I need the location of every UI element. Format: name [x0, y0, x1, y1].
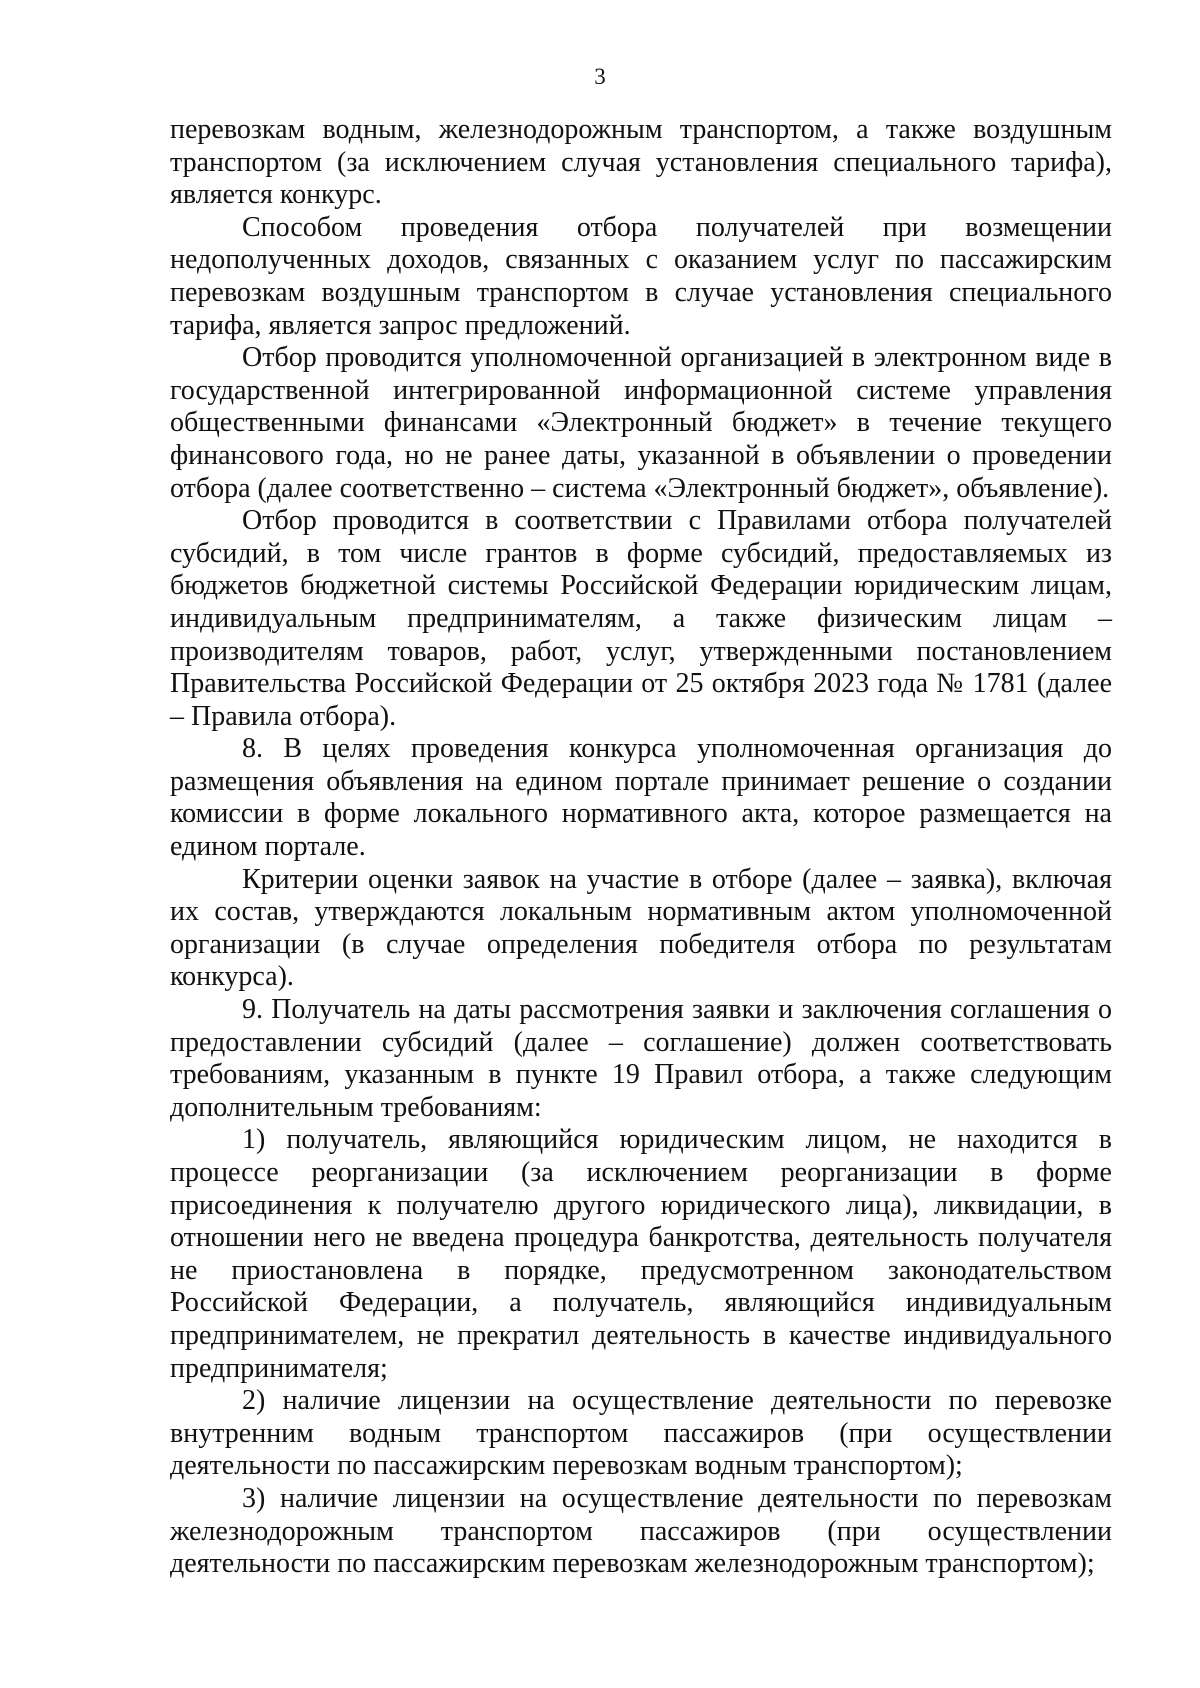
paragraph-electronic-budget: Отбор проводится уполномоченной организацией в электронном виде в государственной интегрированной информационной системе управления общественными финансами «Электронный бюджет» в течение текущего финансового года, но не ранее даты, указанной в объявлении о проведении отбора (далее соответственно – система «Электронный бюджет», объявление). [170, 342, 1112, 504]
paragraph-requirement-2: 2) наличие лицензии на осуществление деятельности по перевозке внутренним водным транспортом пассажиров (при осуществлении деятельности по пассажирским перевозкам водным транспортом); [170, 1385, 1112, 1482]
document-body [170, 114, 1112, 1581]
paragraph-requirement-1: 1) получатель, являющийся юридическим лицом, не находится в процессе реорганизации (за исключением реорганизации в форме присоединения к получателю другого юридического лица), ликвидации, в отношении него не введена процедура банкротства, деятельность получателя не приостановлена в порядке, предусмотренном законодательством Российской Федерации, а получатель, являющийся индивидуальным предпринимателем, не прекратил деятельность в качестве индивидуального предпринимателя; [170, 1124, 1112, 1384]
paragraph-item-9: 9. Получатель на даты рассмотрения заявки и заключения соглашения о предоставлении субсидий (далее – соглашение) должен соответствовать требованиям, указанным в пункте 19 Правил отбора, а также следующим дополнительным требованиям: [170, 994, 1112, 1123]
page-number: 3 [594, 64, 606, 89]
paragraph-selection-rules: Отбор проводится в соответствии с Правилами отбора получателей субсидий, в том числе грантов в форме субсидий, предоставляемых из бюджетов бюджетной системы Российской Федерации юридическим лицам, индивидуальным предпринимателям, а также физическим лицам – производителям товаров, работ, услуг, утвержденными постановлением Правительства Российской Федерации от 25 октября 2023 года № 1781 (далее – Правила отбора). [170, 505, 1112, 732]
paragraph-continuation: перевозкам водным, железнодорожным транспортом, а также воздушным транспортом (за исключением случая установления специального тарифа), является конкурс. [170, 114, 1112, 211]
paragraph-evaluation-criteria: Критерии оценки заявок на участие в отборе (далее – заявка), включая их состав, утверждаются локальным нормативным актом уполномоченной организации (в случае определения победителя отбора по результатам конкурса). [170, 863, 1112, 993]
paragraph-requirement-3: 3) наличие лицензии на осуществление деятельности по перевозкам железнодорожным транспортом пассажиров (при осуществлении деятельности по пассажирским перевозкам железнодорожным транспортом); [170, 1482, 1112, 1580]
paragraph-selection-method: Способом проведения отбора получателей при возмещении недополученных доходов, связанных с оказанием услуг по пассажирским перевозкам воздушным транспортом в случае установления специального тарифа, является запрос предложений. [170, 211, 1112, 341]
paragraph-item-8: 8. В целях проведения конкурса уполномоченная организация до размещения объявления на едином портале принимает решение о создании комиссии в форме локального нормативного акта, которое размещается на едином портале. [170, 733, 1112, 863]
